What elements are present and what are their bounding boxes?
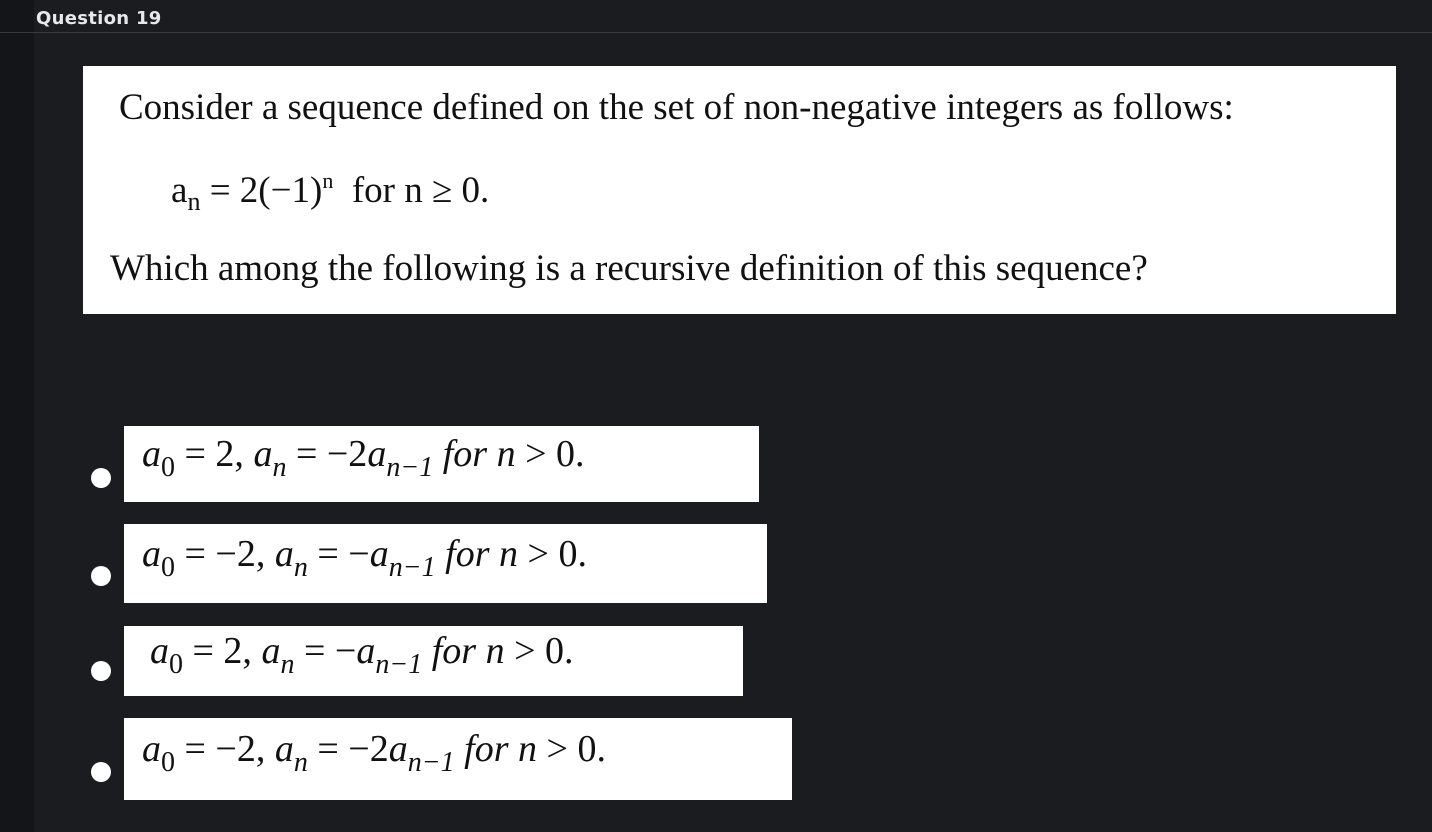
option-3-formula bbox=[150, 629, 574, 681]
question-text-line1: Consider a sequence defined on the set of non-negative integers as follows: bbox=[119, 87, 1234, 128]
opt2-prev: a bbox=[369, 532, 389, 575]
opt4-a0-sub: 0 bbox=[161, 746, 175, 778]
option-2-formula-image[interactable] bbox=[124, 524, 767, 603]
opt4-an: a bbox=[274, 727, 294, 770]
opt3-an-sub: n bbox=[280, 648, 295, 680]
opt1-a0: a bbox=[142, 432, 161, 475]
radio-button-3[interactable] bbox=[91, 661, 111, 681]
opt1-cond-rest: > 0. bbox=[515, 432, 585, 475]
radio-button-1[interactable] bbox=[91, 468, 111, 488]
formula-sub: n bbox=[187, 187, 201, 216]
opt2-rhs: = − bbox=[307, 532, 370, 575]
opt2-cond-for: for n bbox=[435, 532, 519, 575]
left-gutter bbox=[0, 0, 34, 832]
opt3-cond-for: for n bbox=[422, 629, 505, 672]
opt1-an: a bbox=[253, 432, 273, 475]
option-1-formula-image[interactable] bbox=[124, 426, 759, 502]
opt4-cond-rest: > 0. bbox=[537, 727, 606, 770]
opt1-rhs: = −2 bbox=[286, 432, 368, 475]
opt3-cond-rest: > 0. bbox=[504, 629, 574, 672]
formula-eq: = 2(−1) bbox=[200, 170, 323, 211]
option-1-formula bbox=[142, 432, 585, 484]
opt3-a0-val: = 2, bbox=[183, 629, 262, 672]
question-text-line3: Which among the following is a recursive definition of this sequence? bbox=[110, 248, 1148, 289]
question-header bbox=[0, 0, 1432, 33]
radio-button-2[interactable] bbox=[91, 566, 111, 586]
option-4-formula bbox=[142, 727, 606, 779]
opt1-an-sub: n bbox=[272, 451, 287, 483]
opt4-prev-sub: n−1 bbox=[407, 746, 455, 778]
radio-button-4[interactable] bbox=[91, 762, 111, 782]
opt2-cond-rest: > 0. bbox=[518, 532, 587, 575]
formula-cond: for n ≥ 0. bbox=[333, 170, 490, 211]
option-2-formula bbox=[142, 531, 587, 583]
opt2-an-sub: n bbox=[293, 551, 308, 583]
opt1-prev: a bbox=[367, 432, 387, 475]
question-prompt-image bbox=[83, 66, 1396, 314]
opt2-a0: a bbox=[142, 532, 161, 575]
formula-base: a bbox=[171, 170, 188, 211]
opt4-an-sub: n bbox=[293, 746, 308, 778]
opt1-a0-sub: 0 bbox=[161, 451, 175, 483]
opt4-rhs: = −2 bbox=[307, 727, 389, 770]
question-title: Question 19 bbox=[36, 8, 162, 29]
opt4-cond-for: for n bbox=[454, 727, 538, 770]
opt3-a0: a bbox=[150, 629, 169, 672]
opt3-rhs: = − bbox=[294, 629, 357, 672]
opt2-prev-sub: n−1 bbox=[388, 551, 436, 583]
question-formula bbox=[171, 168, 489, 217]
opt3-prev: a bbox=[356, 629, 376, 672]
option-3-formula-image[interactable] bbox=[124, 626, 743, 696]
opt1-prev-sub: n−1 bbox=[386, 451, 434, 483]
opt1-cond-for: for n bbox=[433, 432, 516, 475]
opt3-prev-sub: n−1 bbox=[375, 648, 423, 680]
opt4-a0-val: = −2, bbox=[175, 727, 275, 770]
opt4-prev: a bbox=[388, 727, 408, 770]
opt2-a0-val: = −2, bbox=[175, 532, 275, 575]
opt3-a0-sub: 0 bbox=[169, 648, 183, 680]
opt2-a0-sub: 0 bbox=[161, 551, 175, 583]
opt3-an: a bbox=[261, 629, 281, 672]
formula-exp: n bbox=[322, 168, 334, 193]
opt1-a0-val: = 2, bbox=[175, 432, 254, 475]
opt2-an: a bbox=[274, 532, 294, 575]
option-4-formula-image[interactable] bbox=[124, 718, 792, 800]
opt4-a0: a bbox=[142, 727, 161, 770]
